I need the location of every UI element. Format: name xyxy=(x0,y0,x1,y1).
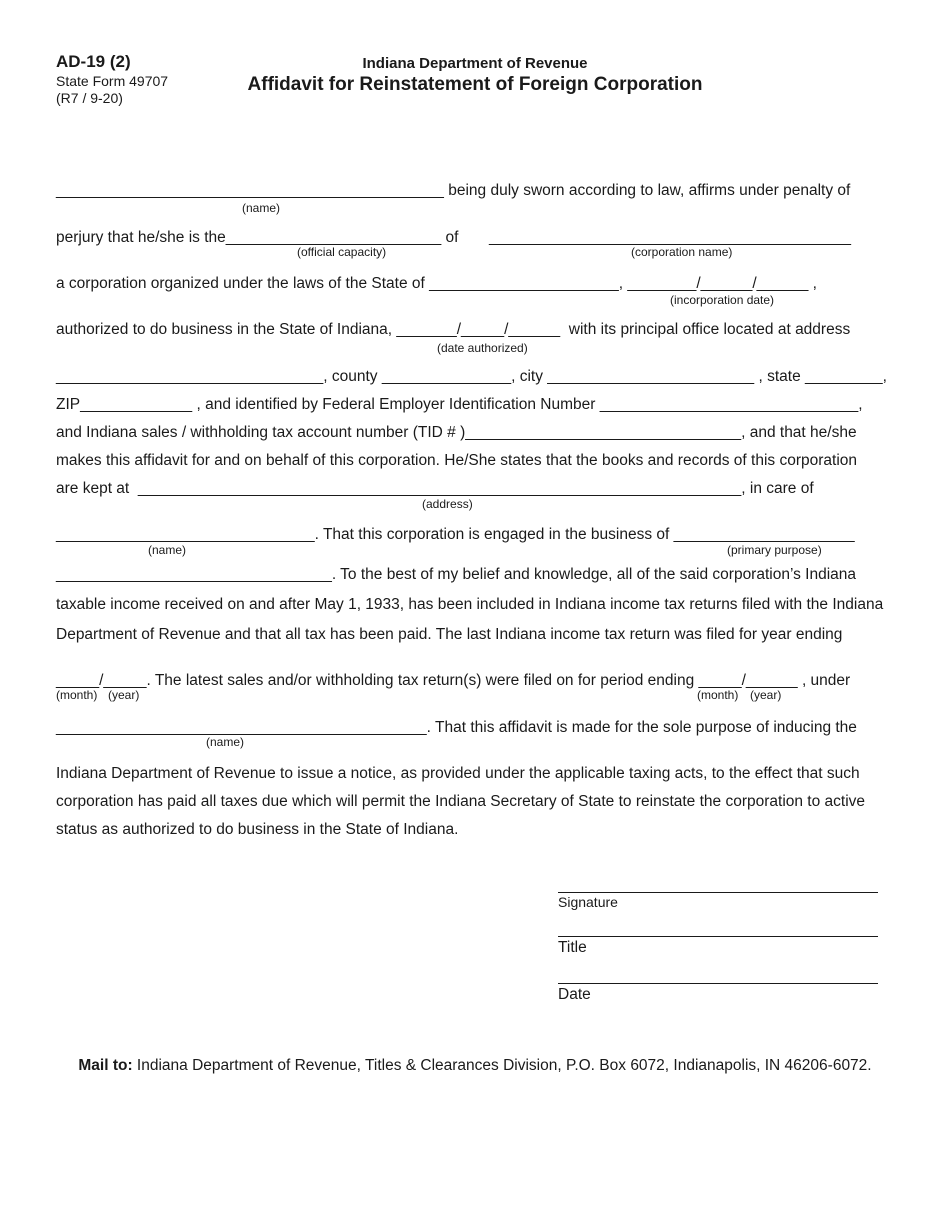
body-text-line: taxable income received on and after May 1, 1933, has been included in Indiana income tax returns filed with the Indiana xyxy=(56,596,884,613)
date-label: Date xyxy=(558,986,591,1003)
agency-name: Indiana Department of Revenue xyxy=(362,55,588,72)
title-label: Title xyxy=(558,939,587,956)
mail-to-instructions xyxy=(0,1057,950,1075)
body-text-line: Department of Revenue and that all tax has been paid. The last Indiana income tax return was filed for year ending xyxy=(56,626,843,643)
corporation-name-caption: (corporation name) xyxy=(631,245,733,259)
body-text-line: Indiana Department of Revenue to issue a notice, as provided under the applicable taxing acts, to the effect that such xyxy=(56,765,860,782)
form-id: AD-19 (2) xyxy=(56,52,131,71)
address-county-city-state-line[interactable]: _______________________________, county _______________, city ________________________ , state _________, xyxy=(56,368,887,385)
mail-address: Indiana Department of Revenue, Titles & Clearances Division, P.O. Box 6072, Indianapolis, IN 46206-6072. xyxy=(132,1057,872,1074)
title-field[interactable] xyxy=(558,936,878,937)
under-name-caption: (name) xyxy=(206,735,245,749)
official-capacity-caption: (official capacity) xyxy=(297,245,387,259)
year-caption: (year) xyxy=(750,688,782,702)
incorporation-date-caption: (incorporation date) xyxy=(670,293,775,307)
corporation-name-line[interactable]: __________________________________________ xyxy=(489,229,852,246)
care-of-name-caption: (name) xyxy=(148,543,187,557)
date-authorized-line[interactable]: authorized to do business in the State of Indiana, _______/_____/______ with its principal office located at address xyxy=(56,321,851,338)
records-address-line[interactable]: are kept at ______________________________________________________________________, in care of xyxy=(56,480,814,497)
form-title: Affidavit for Reinstatement of Foreign Corporation xyxy=(247,74,703,95)
under-name-line[interactable]: ___________________________________________. That this affidavit is made for the sole purpose of inducing the xyxy=(56,719,857,736)
address-caption: (address) xyxy=(422,497,473,511)
tid-line[interactable]: and Indiana sales / withholding tax account number (TID # )________________________________, and that he/she xyxy=(56,424,857,441)
month-caption: (month) xyxy=(56,688,98,702)
month-caption: (month) xyxy=(697,688,739,702)
name-caption: (name) xyxy=(242,201,281,215)
incorporation-line[interactable]: a corporation organized under the laws of the State of ______________________, ________/______/______ , xyxy=(56,275,817,292)
primary-purpose-caption: (primary purpose) xyxy=(727,543,822,557)
zip-fein-line[interactable]: ZIP_____________ , and identified by Federal Employer Identification Number ______________________________, xyxy=(56,396,863,413)
body-text-line: corporation has paid all taxes due which will permit the Indiana Secretary of State to reinstate the corporation to active xyxy=(56,793,866,810)
year-caption: (year) xyxy=(108,688,140,702)
state-form-number: State Form 49707 xyxy=(56,73,169,89)
official-capacity-line[interactable]: perjury that he/she is the_________________________ of xyxy=(56,229,459,246)
form-revision: (R7 / 9-20) xyxy=(56,90,123,106)
date-authorized-caption: (date authorized) xyxy=(437,341,528,355)
mail-to-label: Mail to: xyxy=(78,1057,133,1074)
signature-field[interactable] xyxy=(558,892,878,893)
affiant-name-line[interactable]: _____________________________________________ being duly sworn according to law, affirms under penalty of xyxy=(56,182,851,199)
body-text-line: status as authorized to do business in the State of Indiana. xyxy=(56,821,459,838)
signature-label: Signature xyxy=(558,894,618,910)
date-field[interactable] xyxy=(558,983,878,984)
body-text-line: makes this affidavit for and on behalf of this corporation. He/She states that the books and records of this corporation xyxy=(56,452,858,469)
business-continuation-line[interactable]: ________________________________. To the best of my belief and knowledge, all of the said corporation’s Indiana xyxy=(56,566,857,583)
return-period-line[interactable]: _____/_____. The latest sales and/or withholding tax return(s) were filed on for period ending _____/______ , under xyxy=(56,672,851,689)
care-of-purpose-line[interactable]: ______________________________. That this corporation is engaged in the business of _____________________ xyxy=(56,526,855,543)
